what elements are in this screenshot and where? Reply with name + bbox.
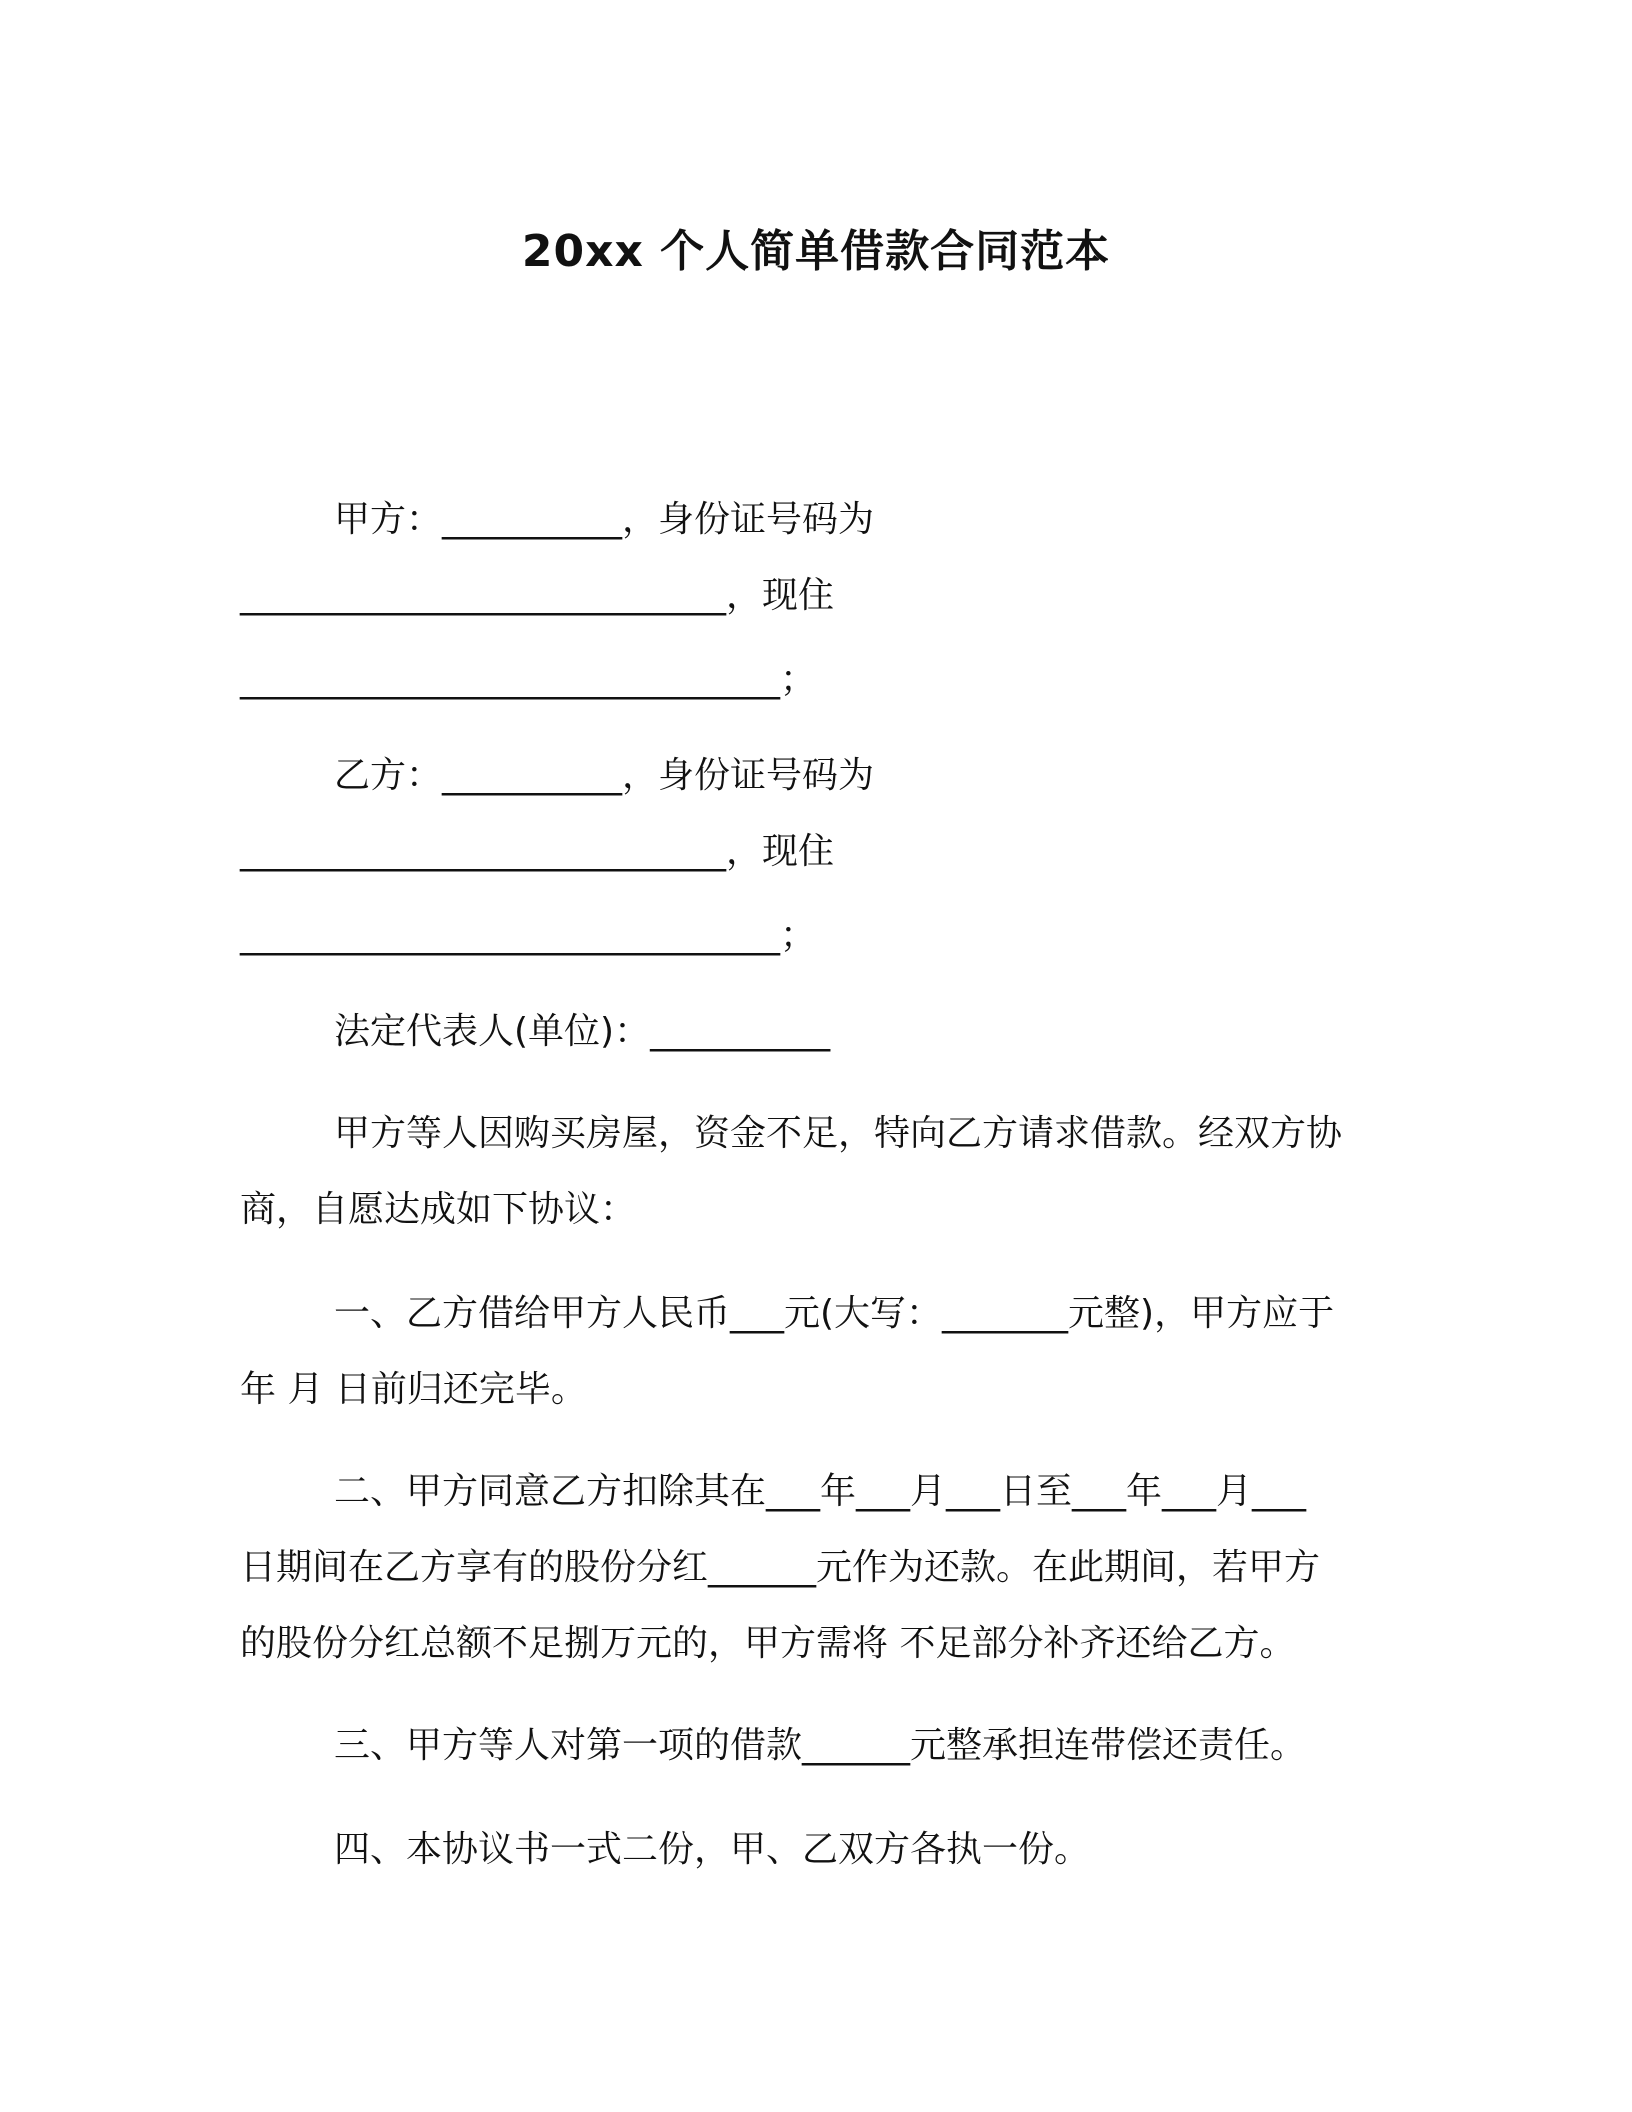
party-b-residence-line: ___________________________，现住: [240, 831, 835, 872]
clause-4-line: 四、本协议书一式二份，甲、乙双方各执一份。: [334, 1829, 1091, 1870]
party-a-address-line: ______________________________；: [240, 659, 816, 700]
preamble-line-1: 甲方等人因购买房屋，资金不足，特向乙方请求借款。经双方协: [334, 1113, 1343, 1154]
clause-2-line-1: 二、甲方同意乙方扣除其在___年___月___日至___年___月___: [334, 1471, 1307, 1512]
legal-representative-line: 法定代表人(单位)：__________: [334, 1011, 831, 1052]
clause-3-line: 三、甲方等人对第一项的借款______元整承担连带偿还责任。: [334, 1725, 1307, 1766]
clause-1-line-1: 一、乙方借给甲方人民币___元(大写：_______元整)，甲方应于: [334, 1293, 1335, 1334]
clause-2-line-2: 日期间在乙方享有的股份分红______元作为还款。在此期间，若甲方: [240, 1547, 1321, 1588]
clause-2-line-3: 的股份分红总额不足捌万元的，甲方需将 不足部分补齐还给乙方。: [240, 1623, 1296, 1664]
preamble-line-2: 商，自愿达成如下协议：: [240, 1189, 637, 1230]
clause-1-line-2: 年 月 日前归还完毕。: [240, 1369, 587, 1410]
party-a-id-line: 甲方：__________，身份证号码为: [334, 499, 875, 540]
party-a-residence-line: ___________________________，现住: [240, 575, 835, 616]
party-b-address-line: ______________________________；: [240, 915, 816, 956]
party-b-id-line: 乙方：__________，身份证号码为: [334, 755, 875, 796]
document-title: 20xx 个人简单借款合同范本: [521, 226, 1111, 277]
